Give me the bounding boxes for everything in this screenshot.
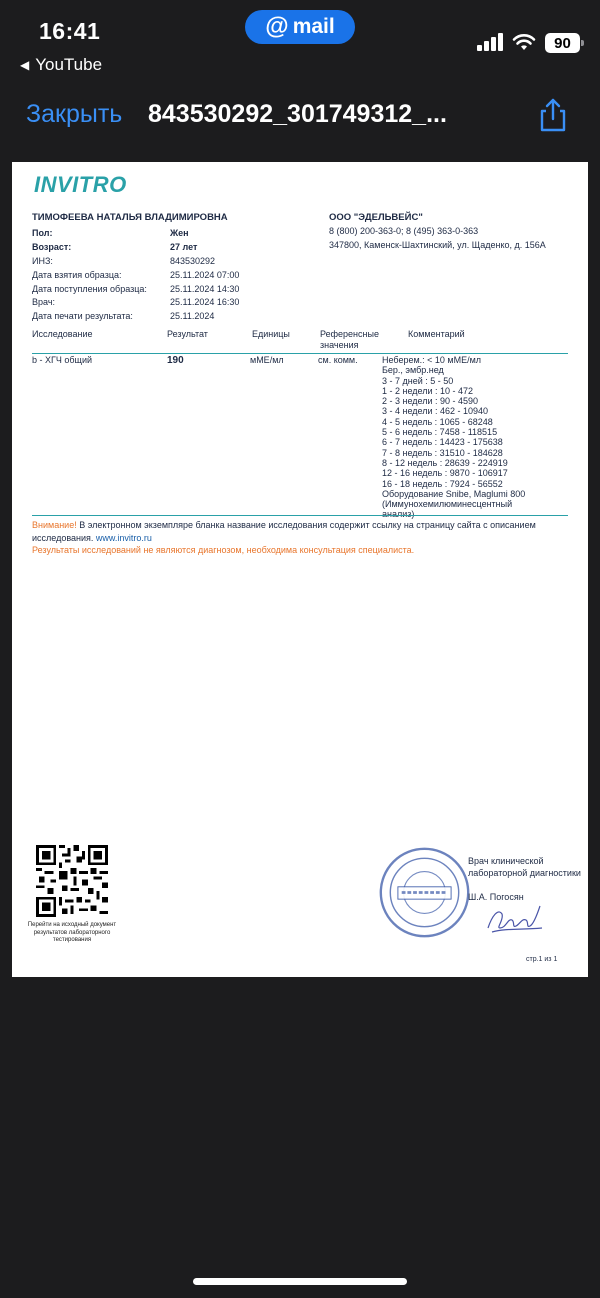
patient-info [32,226,312,323]
header-result: Результат [167,329,208,339]
table-bottom-divider [32,515,568,516]
comment-line: 16 - 18 недель : 7924 - 56552 [382,478,503,489]
mail-pill-label: mail [292,15,335,38]
comment-line: Бер., эмбр.нед [382,365,444,376]
patient-name: ТИМОФЕЕВА НАТАЛЬЯ ВЛАДИМИРОВНА [32,212,228,223]
study-name-link[interactable]: b - ХГЧ общий [32,355,92,365]
qr-caption: Перейти на исходный документ результатов лабораторного тестирования [27,922,117,943]
info-row: Возраст: 27 лет [32,241,198,252]
page-number: стр.1 из 1 [526,956,558,963]
result-value: 190 [167,355,184,366]
document-title: 843530292_301749312_... [148,100,447,128]
comment-line: 2 - 3 недели : 90 - 4590 [382,396,479,407]
attention-label: Внимание! [32,520,77,530]
org-name: ООО "ЭДЕЛЬВЕЙС" [329,212,423,223]
comment-line: 12 - 16 недель : 9870 - 106917 [382,468,508,479]
status-bar [0,0,600,80]
notice-block [32,519,577,557]
mail-app-indicator[interactable] [245,10,355,44]
comment-line: 1 - 2 недели : 10 - 472 [382,385,474,396]
header-units: Единицы [252,329,290,339]
close-button[interactable]: Закрыть [26,100,123,128]
comment-line: Оборудование Snibe, Maglumi 800 [382,488,526,499]
header-study: Исследование [32,329,93,339]
back-app-label: YouTube [35,55,103,74]
comment-line: 3 - 7 дней : 5 - 50 [382,375,454,386]
back-to-app-link[interactable] [20,55,102,75]
battery-level: 90 [554,34,571,52]
organization-info [329,212,584,253]
back-triangle-icon: ◀ [20,58,30,72]
share-icon[interactable] [535,97,571,133]
comment-line: (Иммунохемилюминесцентный [382,499,513,510]
invitro-logo: INVITRO [34,172,127,197]
home-indicator[interactable] [193,1278,407,1285]
comment-line: 3 - 4 недели : 462 - 10940 [382,406,489,417]
comment-line: 5 - 6 недель : 7458 - 118515 [382,427,498,438]
header-comment: Комментарий [408,329,465,339]
result-units: мМЕ/мл [250,355,284,365]
info-row: Врач: 25.11.2024 16:30 [32,297,240,308]
reference-comment [382,355,562,520]
info-row: Дата взятия образца: 25.11.2024 07:00 [32,269,240,280]
wifi-icon [512,33,536,51]
doctor-name: Ш.А. Погосян [468,892,524,902]
signature-icon [482,898,547,938]
status-time: 16:41 [39,18,101,44]
invitro-site-link[interactable]: www.invitro.ru [95,532,152,543]
lab-stamp-icon [377,845,472,940]
info-row: Дата печати результата: 25.11.2024 [32,311,215,322]
disclaimer-text: Результаты исследований не являются диагнозом, необходима консультация специалиста. [32,545,415,555]
comment-line: Неберем.: < 10 мМЕ/мл [382,355,482,365]
info-row: ИНЗ: 843530292 [32,255,216,266]
reference-values: см. комм. [318,355,358,365]
qr-code[interactable] [36,845,108,917]
results-table-header [32,329,568,354]
notice-body: В электронном экземпляре бланка название исследования содержит ссылку на страницу сайта с описанием исследования. [32,520,536,543]
info-row: Пол: Жен [32,227,189,238]
org-address: 347800, Каменск-Шахтинский, ул. Щаденко, д. 156А [329,239,546,250]
battery-indicator [545,33,580,53]
cellular-signal-icon [477,33,505,51]
header-reference: Референсные значения [320,329,379,350]
comment-line: 4 - 5 недель : 1065 - 68248 [382,416,493,427]
at-icon: @ [265,13,289,40]
document-page [12,162,588,977]
info-row: Дата поступления образца: 25.11.2024 14:30 [32,283,240,294]
comment-line: 7 - 8 недель : 31510 - 184628 [382,447,503,458]
navigation-bar [0,85,600,145]
org-phone: 8 (800) 200-363-0; 8 (495) 363-0-363 [329,226,479,236]
notice-text [32,519,577,544]
comment-line: 8 - 12 недель : 28639 - 224919 [382,457,508,468]
comment-line: 6 - 7 недель : 14423 - 175638 [382,437,503,448]
doctor-title: Врач клинической лабораторной диагностики [468,856,581,878]
